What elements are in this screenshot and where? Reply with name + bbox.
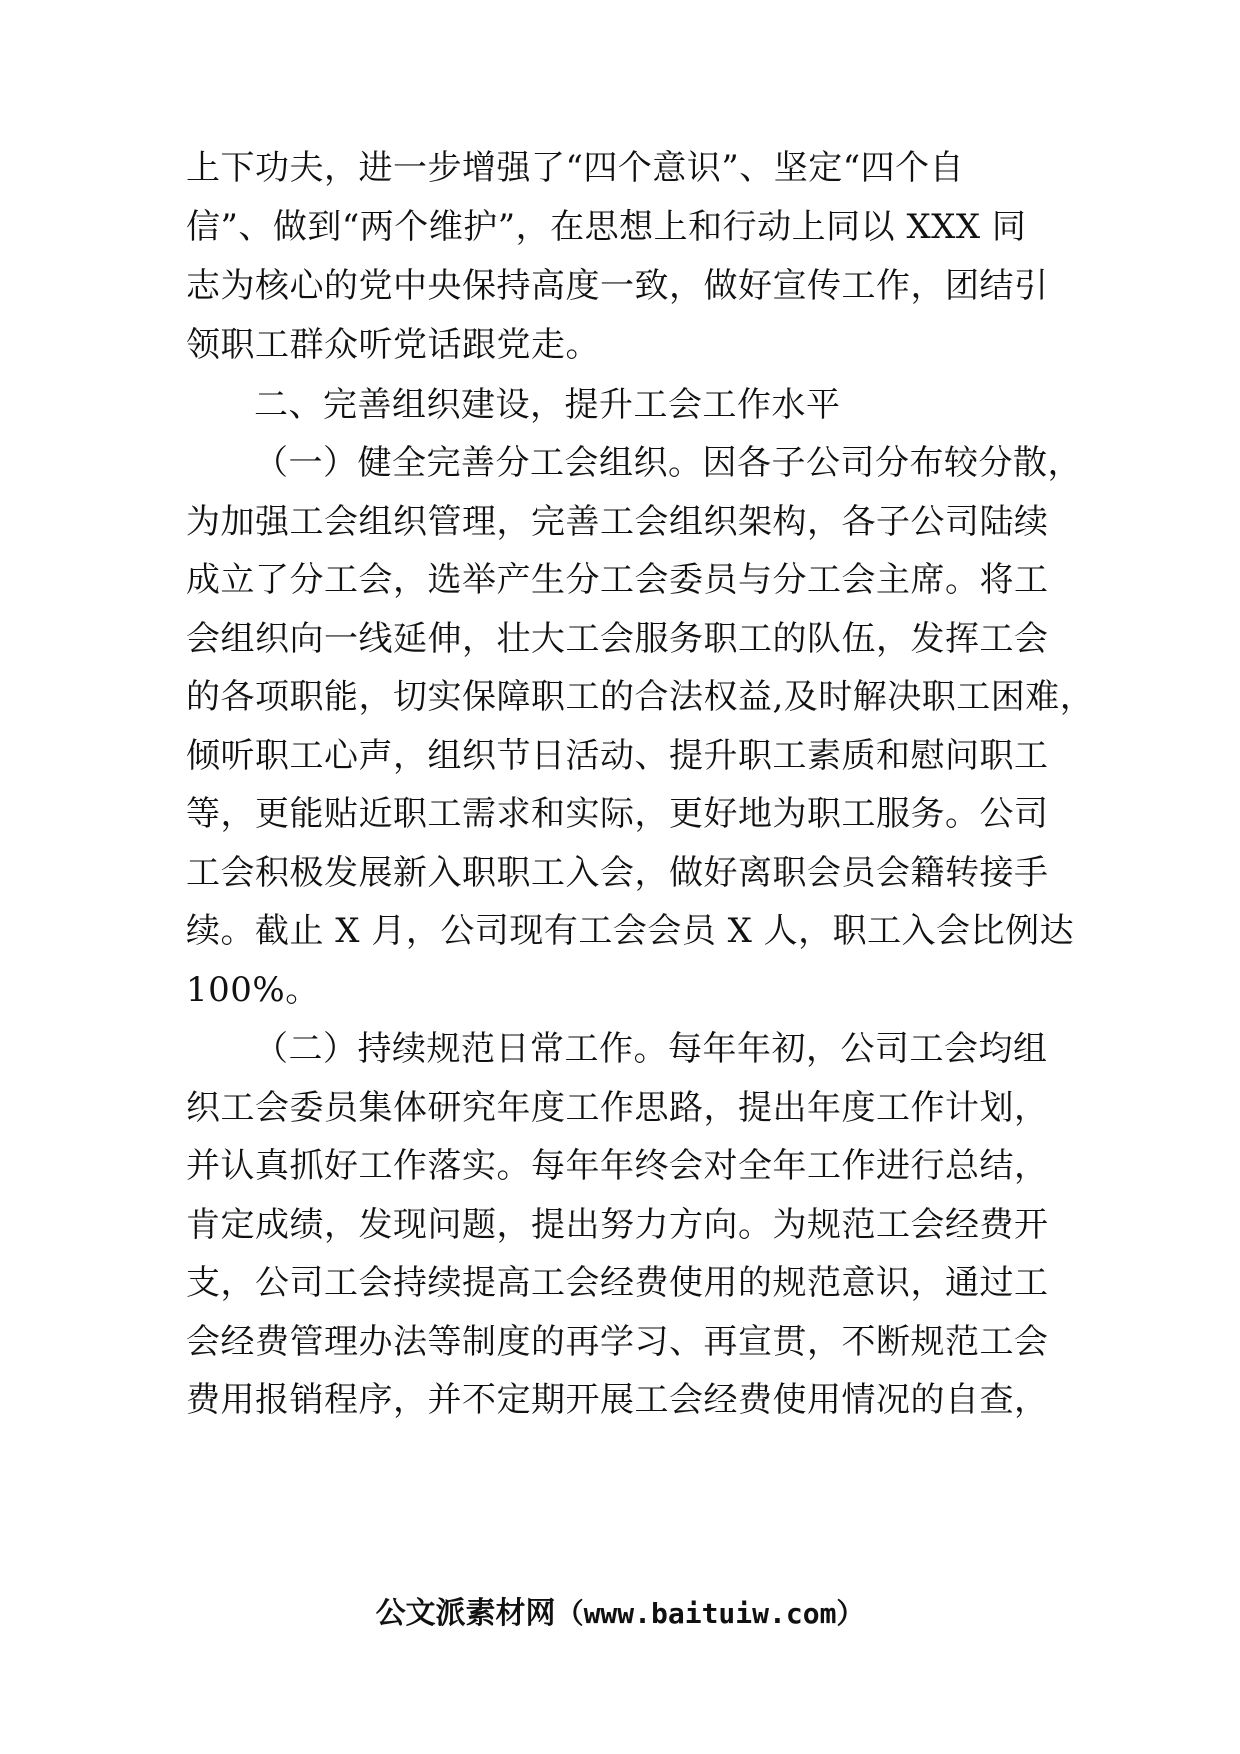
body-text-line: 工会积极发展新入职职工入会，做好离职会员会籍转接手	[186, 853, 1049, 893]
body-text-line: 100%。	[186, 970, 320, 1010]
body-text-line: 肯定成绩，发现问题，提出努力方向。为规范工会经费开	[186, 1205, 1049, 1245]
body-text-line: 领职工群众听党话跟党走。	[186, 325, 600, 365]
body-text-line: 信”、做到“两个维护”，在思想上和行动上同以 XXX 同	[186, 207, 1027, 247]
paragraph-first-line: （二）持续规范日常工作。每年年初，公司工会均组	[254, 1029, 1048, 1069]
paragraph-first-line: （一）健全完善分工会组织。因各子公司分布较分散，	[254, 443, 1082, 483]
footer-site-name: 公文派素材网	[375, 1596, 556, 1631]
body-text-line: 续。截止 X 月，公司现有工会会员 X 人，职工入会比例达	[186, 911, 1075, 951]
body-text-line: 的各项职能，切实保障职工的合法权益,及时解决职工困难，	[186, 677, 1095, 717]
body-text-line: 等，更能贴近职工需求和实际，更好地为职工服务。公司	[186, 794, 1049, 834]
footer-url: （www.baituiw.com）	[555, 1597, 865, 1630]
body-text-line: 支，公司工会持续提高工会经费使用的规范意识，通过工	[186, 1263, 1049, 1303]
page-footer	[0, 1594, 1240, 1634]
section-heading: 二、完善组织建设，提升工会工作水平	[254, 385, 841, 425]
body-text-line: 并认真抓好工作落实。每年年终会对全年工作进行总结，	[186, 1146, 1049, 1186]
body-text-line: 上下功夫，进一步增强了“四个意识”、坚定“四个自	[186, 148, 965, 188]
body-text-line: 会组织向一线延伸，壮大工会服务职工的队伍，发挥工会	[186, 619, 1049, 659]
body-text-line: 为加强工会组织管理，完善工会组织架构，各子公司陆续	[186, 502, 1049, 542]
body-text-line: 倾听职工心声，组织节日活动、提升职工素质和慰问职工	[186, 736, 1049, 776]
body-text-line: 费用报销程序，并不定期开展工会经费使用情况的自查，	[186, 1380, 1049, 1420]
body-text-line: 会经费管理办法等制度的再学习、再宣贯，不断规范工会	[186, 1322, 1049, 1362]
body-text-line: 成立了分工会，选举产生分工会委员与分工会主席。将工	[186, 560, 1049, 600]
body-text-line: 织工会委员集体研究年度工作思路，提出年度工作计划，	[186, 1088, 1049, 1128]
body-text-line: 志为核心的党中央保持高度一致，做好宣传工作，团结引	[186, 266, 1049, 306]
